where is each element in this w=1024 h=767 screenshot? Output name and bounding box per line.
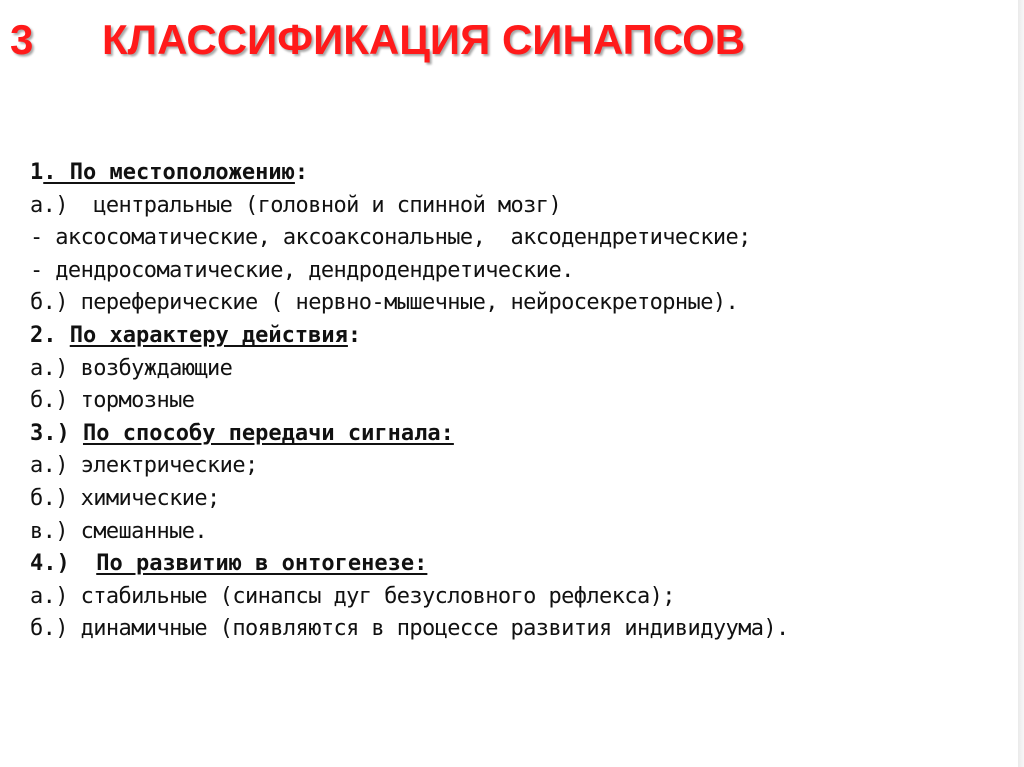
list-item: б.) динамичные (появляются в процессе развития индивидуума). [30, 616, 789, 642]
section-title: По характеру действия [69, 322, 348, 348]
list-item: б.) переферические ( нервно-мышечные, нейросекреторные). [30, 290, 739, 316]
section-heading-ontogenesis [30, 548, 990, 581]
section-heading-location [30, 157, 990, 190]
list-item: б.) тормозные [30, 388, 195, 414]
section-heading-action [30, 320, 990, 353]
section-title: По способу передачи сигнала: [82, 420, 454, 446]
section-colon: : [347, 322, 362, 348]
list-item: а.) возбуждающие [30, 355, 233, 381]
title-number: 3 [10, 16, 34, 63]
list-item: в.) смешанные. [30, 518, 208, 544]
section-title: . По местоположению [43, 160, 295, 185]
slide-edge-shadow [1018, 0, 1024, 767]
title-text: КЛАССИФИКАЦИЯ СИНАПСОВ [102, 16, 746, 63]
section-number: 3.) [30, 420, 83, 446]
list-item: б.) химические; [30, 485, 220, 511]
list-item: - дендросоматические, дендродендретические. [30, 257, 574, 283]
section-number: 4.) [30, 551, 97, 577]
list-item: а.) электрические; [30, 453, 258, 479]
slide-title [10, 14, 745, 66]
section-heading-signal [30, 418, 990, 451]
section-colon: : [294, 160, 309, 185]
section-title: По развитию в онтогенезе: [96, 551, 428, 577]
list-item: - аксосоматические, аксоаксональные, аксодендретические; [30, 225, 751, 251]
list-item: а.) стабильные (синапсы дуг безусловного рефлекса); [30, 583, 675, 609]
list-item: а.) центральные (головной и спинной мозг) [30, 192, 562, 218]
section-number: 2. [30, 322, 70, 348]
classification-list [30, 157, 990, 646]
section-number: 1 [30, 160, 44, 185]
